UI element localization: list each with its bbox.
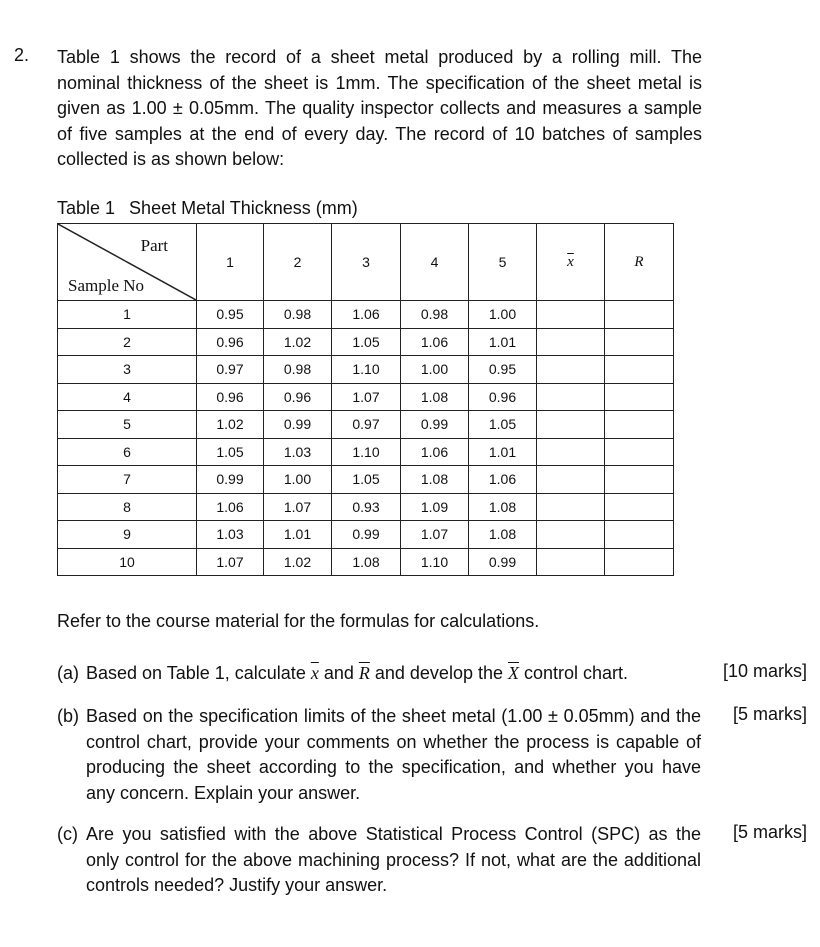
part-a-text-3: and develop the [369, 663, 508, 683]
column-header-part-4: 4 [401, 224, 469, 301]
thickness-value-cell: 1.05 [197, 438, 264, 466]
table-row [58, 466, 674, 494]
thickness-value-cell: 1.08 [469, 521, 537, 549]
table-header-row [58, 224, 674, 301]
question-number: 2. [14, 45, 30, 65]
sample-number-cell: 9 [58, 521, 197, 549]
range-cell[interactable] [605, 548, 674, 576]
thickness-value-cell: 0.98 [264, 301, 332, 329]
thickness-value-cell: 1.05 [332, 328, 401, 356]
corner-header-cell [58, 224, 197, 301]
sample-number-cell: 4 [58, 383, 197, 411]
thickness-value-cell: 1.00 [401, 356, 469, 384]
table-row [58, 548, 674, 576]
table-row [58, 383, 674, 411]
thickness-value-cell: 1.05 [332, 466, 401, 494]
question-part-b [57, 704, 701, 806]
table-caption [57, 198, 358, 219]
xbarbar-symbol: $\overline{x}$ [310, 663, 319, 683]
part-b-text: Based on the specification limits of the sheet metal (1.00 ± 0.05mm) and the control chart, provide your comments on whether the process is capable of producing the sheet according to the specification, and whether you have any concern. Explain your answer. [86, 706, 701, 803]
sample-number-cell: 8 [58, 493, 197, 521]
thickness-value-cell: 1.07 [401, 521, 469, 549]
column-header-part-3: 3 [332, 224, 401, 301]
refer-note: Refer to the course material for the formulas for calculations. [57, 611, 540, 631]
range-cell[interactable] [605, 356, 674, 384]
thickness-value-cell: 1.00 [264, 466, 332, 494]
sample-number-cell: 1 [58, 301, 197, 329]
thickness-value-cell: 0.93 [332, 493, 401, 521]
thickness-value-cell: 1.00 [469, 301, 537, 329]
range-cell[interactable] [605, 411, 674, 439]
thickness-value-cell: 0.99 [264, 411, 332, 439]
part-a-text [86, 661, 701, 687]
part-b-marks: [5 marks] [733, 704, 808, 724]
table-row [58, 411, 674, 439]
range-cell[interactable] [605, 493, 674, 521]
part-a-label: (a) [57, 663, 79, 683]
thickness-value-cell: 0.99 [197, 466, 264, 494]
thickness-value-cell: 1.08 [469, 493, 537, 521]
thickness-value-cell: 1.03 [197, 521, 264, 549]
xbar-cell[interactable] [537, 301, 605, 329]
thickness-value-cell: 0.96 [197, 328, 264, 356]
part-a-text-2: and [318, 663, 359, 683]
xbar-symbol: $\overline{x}$ [567, 254, 574, 270]
table-row [58, 301, 674, 329]
range-symbol: R [634, 254, 644, 270]
thickness-value-cell: 0.97 [332, 411, 401, 439]
xbar-cell[interactable] [537, 328, 605, 356]
thickness-value-cell: 1.01 [469, 328, 537, 356]
column-header-part-2: 2 [264, 224, 332, 301]
xbar-cell[interactable] [537, 493, 605, 521]
thickness-value-cell: 1.08 [401, 383, 469, 411]
caption-title: Sheet Metal Thickness (mm) [129, 198, 358, 218]
thickness-value-cell: 0.99 [401, 411, 469, 439]
thickness-value-cell: 0.96 [469, 383, 537, 411]
thickness-value-cell: 0.99 [469, 548, 537, 576]
thickness-value-cell: 0.95 [197, 301, 264, 329]
sample-number-cell: 6 [58, 438, 197, 466]
thickness-value-cell: 1.10 [401, 548, 469, 576]
thickness-value-cell: 1.07 [264, 493, 332, 521]
xbar-cell[interactable] [537, 548, 605, 576]
thickness-value-cell: 1.05 [469, 411, 537, 439]
thickness-value-cell: 1.08 [332, 548, 401, 576]
column-header-xbar [537, 224, 605, 301]
table-row [58, 521, 674, 549]
range-cell[interactable] [605, 301, 674, 329]
table-row [58, 328, 674, 356]
part-a-text-1: Based on Table 1, calculate [86, 663, 311, 683]
xbar-cell[interactable] [537, 521, 605, 549]
corner-sample-label: Sample No [68, 276, 145, 295]
thickness-value-cell: 1.06 [332, 301, 401, 329]
table-row [58, 356, 674, 384]
thickness-value-cell: 1.10 [332, 438, 401, 466]
thickness-value-cell: 1.07 [197, 548, 264, 576]
thickness-value-cell: 0.95 [469, 356, 537, 384]
part-c-marks: [5 marks] [733, 822, 808, 842]
thickness-value-cell: 0.98 [264, 356, 332, 384]
thickness-value-cell: 1.10 [332, 356, 401, 384]
thickness-value-cell: 1.01 [469, 438, 537, 466]
range-cell[interactable] [605, 521, 674, 549]
thickness-value-cell: 1.06 [469, 466, 537, 494]
thickness-value-cell: 1.02 [197, 411, 264, 439]
sample-number-cell: 7 [58, 466, 197, 494]
xbar-cell[interactable] [537, 356, 605, 384]
range-cell[interactable] [605, 438, 674, 466]
part-c-text: Are you satisfied with the above Statistical Process Control (SPC) as the only control for the above machining process? If not, what are the additional controls needed? Justify your answer. [86, 824, 701, 895]
thickness-table [57, 223, 674, 576]
column-header-part-5: 5 [469, 224, 537, 301]
column-header-range [605, 224, 674, 301]
thickness-value-cell: 0.99 [332, 521, 401, 549]
thickness-value-cell: 1.08 [401, 466, 469, 494]
sample-number-cell: 5 [58, 411, 197, 439]
thickness-value-cell: 0.97 [197, 356, 264, 384]
caption-label: Table 1 [57, 198, 116, 218]
thickness-value-cell: 1.02 [264, 548, 332, 576]
thickness-value-cell: 0.96 [197, 383, 264, 411]
xbar-chart-symbol: $\overline{X}$ [508, 663, 519, 683]
thickness-value-cell: 1.02 [264, 328, 332, 356]
part-a-marks: [10 marks] [723, 661, 808, 681]
part-a-text-4: control chart. [519, 663, 629, 683]
xbar-cell[interactable] [537, 411, 605, 439]
question-part-c [57, 822, 701, 899]
column-header-part-1: 1 [197, 224, 264, 301]
part-b-label: (b) [57, 706, 79, 726]
thickness-value-cell: 1.09 [401, 493, 469, 521]
rbar-symbol: $\overline{R}$ [358, 663, 370, 683]
table-row [58, 493, 674, 521]
sample-number-cell: 10 [58, 548, 197, 576]
sample-number-cell: 3 [58, 356, 197, 384]
thickness-value-cell: 1.06 [197, 493, 264, 521]
thickness-value-cell: 1.01 [264, 521, 332, 549]
part-c-label: (c) [57, 824, 78, 844]
thickness-value-cell: 0.96 [264, 383, 332, 411]
xbar-cell[interactable] [537, 466, 605, 494]
question-intro: Table 1 shows the record of a sheet metal produced by a rolling mill. The nominal thickness of the sheet is 1mm. The specification of the sheet metal is given as 1.00 ± 0.05mm. The quality inspector collects and measures a sample of five samples at the end of every day. The record of 10 batches of samples collected is as shown below: [57, 47, 702, 169]
range-cell[interactable] [605, 383, 674, 411]
sample-number-cell: 2 [58, 328, 197, 356]
thickness-value-cell: 1.06 [401, 328, 469, 356]
question-part-a [57, 661, 701, 687]
thickness-value-cell: 0.98 [401, 301, 469, 329]
xbar-cell[interactable] [537, 383, 605, 411]
thickness-value-cell: 1.06 [401, 438, 469, 466]
corner-part-label: Part [140, 236, 168, 255]
thickness-value-cell: 1.03 [264, 438, 332, 466]
table-row [58, 438, 674, 466]
range-cell[interactable] [605, 328, 674, 356]
xbar-cell[interactable] [537, 438, 605, 466]
thickness-value-cell: 1.07 [332, 383, 401, 411]
range-cell[interactable] [605, 466, 674, 494]
